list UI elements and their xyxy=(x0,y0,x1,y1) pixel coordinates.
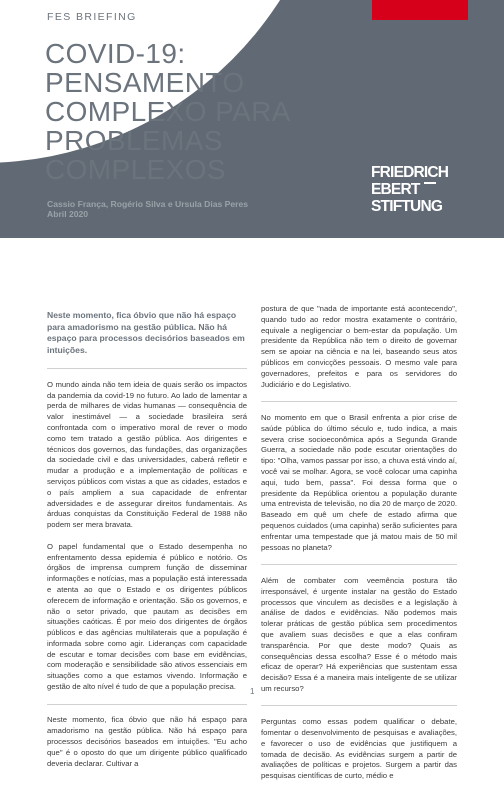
fes-logo xyxy=(371,164,461,218)
authors: Cassio França, Rogério Silva e Ursula Dias Peres xyxy=(47,199,249,209)
section-divider xyxy=(47,704,247,705)
left-column xyxy=(47,310,247,780)
title-line: COMPLEXOS xyxy=(45,154,226,185)
title-line: PROBLEMAS xyxy=(45,125,223,156)
title-line: COMPLEXO PARA xyxy=(45,96,291,127)
document-title xyxy=(45,39,291,184)
red-accent-bar xyxy=(372,0,468,20)
section-divider xyxy=(47,368,247,369)
body-paragraph: postura de que "nada de importante está acontecendo", quando tudo ao redor mostra exatamente o contrário, equivale a negligenciar o bem-estar da população. Um presidente da República não tem o direito de governar sem se apoiar na ciência e na lei, baseando seus atos públicos em convicções pessoais. O mesmo vale para governadores, prefeitos e para os servidores do Judiciário e do Legislativo. xyxy=(261,304,457,389)
logo-line: EBERT xyxy=(371,181,420,198)
body-paragraph: Além de combater com veemência postura tão irresponsável, é urgente instalar na gestão do Estado processos que vinculem as decisões e a legislação à análise de dados e evidências. Não podemos mais tolerar práticas de gestão pública sem procedimentos que avaliem suas decisões e que a elas confiram transparência. Por que deste modo? Quais as consequências dessa escolha? Esse é o método mais eficaz de operar? Há experiências que sustentam essa decisão? Essa é a maneira mais inteligente de se utilizar um recurso? xyxy=(261,575,457,693)
page-number: 1 xyxy=(250,687,255,696)
header-band xyxy=(0,0,504,238)
logo-line: FRIEDRICH xyxy=(371,164,449,181)
right-column xyxy=(261,304,457,793)
title-line: PENSAMENTO xyxy=(45,67,245,98)
body-paragraph: O papel fundamental que o Estado desempenha no enfrentamento dessa epidemia é público e notório. Os órgãos de imprensa cumprem função de disseminar informações e notícias, mas a população está interessada e atenta ao que o Estado e os dirigentes públicos oferecem de informação e orientação. São os governos, e não o setor privado, que pautam as decisões em situações caóticas. É por meio dos dirigentes de órgãos públicos e das agências multilaterais que a população é informada sobre como agir. Lideranças com capacidade de escutar e tomar decisões com base em evidências, com moderação e sensibilidade são ativos essenciais em situações como a que estamos vivendo. Informação e gestão de alto nível é tudo de que a população precisa. xyxy=(47,541,247,692)
logo-line: STIFTUNG xyxy=(371,198,443,215)
section-divider xyxy=(261,401,457,402)
title-line: COVID-19: xyxy=(45,38,186,69)
section-divider xyxy=(261,564,457,565)
body-paragraph: Neste momento, fica óbvio que não há espaço para amadorismo na gestão pública. Não há espaço para processos decisórios baseados em intuições. "Eu acho que" é o oposto do que um dirigente público qualificado deveria declarar. Cultivar a xyxy=(47,715,247,768)
section-divider xyxy=(261,705,457,706)
body-paragraph: O mundo ainda não tem ideia de quais serão os impactos da pandemia da covid-19 no futuro. Ao lado de lamentar a perda de milhares de vidas humanas — consequência de valor inestimável — a sociedade brasileira será confrontada com o imperativo moral de rever o modo como tem tratado a gestão pública. Aos dirigentes e técnicos dos governos, das fundações, das organizações da sociedade civil e das universidades, caberá refletir e mudar a produção e a implementação de políticas e serviços públicos com vistas a que as cidades, estados e o país ampliem a sua capacidade de enfrentar adversidades e de assegurar direitos fundamentais. As árduas conquistas da Constituição Federal de 1988 não podem ser mera bravata. xyxy=(47,379,247,530)
series-label: FES BRIEFING xyxy=(47,11,137,23)
lead-paragraph: Neste momento, fica óbvio que não há espaço para amadorismo na gestão pública. Não há espaço para processos decisórios baseados em intuições. xyxy=(47,310,245,355)
publication-date: Abril 2020 xyxy=(47,209,89,219)
logo-rule xyxy=(424,182,436,184)
body-paragraph: Perguntas como essas podem qualificar o debate, fomentar o desenvolvimento de pesquisas e avaliações, e favorecer o uso de evidências que justifiquem a tomada de decisão. As evidências surgem a partir de avaliações de políticas e projetos. Surgem a partir das pesquisas científicas de curto, médio e xyxy=(261,717,457,781)
body-paragraph: No momento em que o Brasil enfrenta a pior crise de saúde pública do último século e, tudo indica, a mais severa crise socioeconômica após a Segunda Grande Guerra, a sociedade não pode escutar orientações do tipo: "Olha, vamos passar por isso, a chuva está vindo aí, você vai se molhar. Agora, se você colocar uma capinha aqui, tudo bem, passa". Foi dessa forma que o presidente da República orientou a população durante uma entrevista de televisão, no dia 20 de março de 2020. Baseado em quê um chefe de estado afirma que pequenos cuidados (uma capinha) serão suficientes para enfrentar uma tempestade que já matou mais de 50 mil pessoas no planeta? xyxy=(261,412,457,552)
